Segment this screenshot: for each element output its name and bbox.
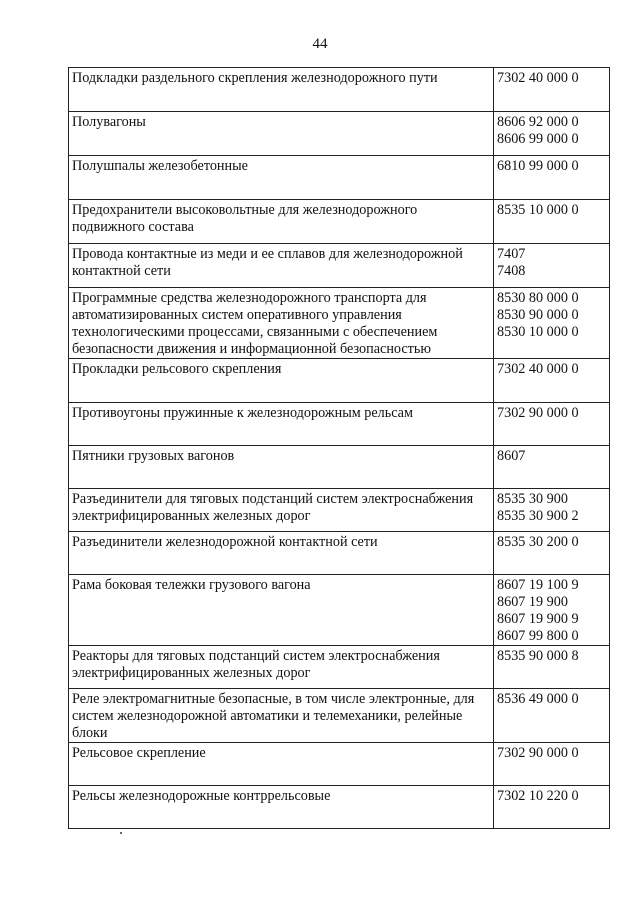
product-name: Реакторы для тяговых подстанций систем электроснабжения электрифицированных железных дорог — [69, 646, 494, 689]
product-name: Рама боковая тележки грузового вагона — [69, 575, 494, 646]
product-name: Программные средства железнодорожного транспорта для автоматизированных систем оперативного управления технологическими процессами, связанными с обеспечением безопасности движения и информационной безопасностью — [69, 288, 494, 359]
table-row — [69, 156, 610, 200]
product-name: Полувагоны — [69, 112, 494, 156]
product-code: 7302 10 220 0 — [494, 786, 610, 829]
table-row — [69, 575, 610, 646]
product-code: 8535 10 000 0 — [494, 200, 610, 244]
product-name: Предохранители высоковольтные для железнодорожного подвижного состава — [69, 200, 494, 244]
product-name: Прокладки рельсового скрепления — [69, 359, 494, 403]
table-row — [69, 244, 610, 288]
product-code: 7302 90 000 0 — [494, 743, 610, 786]
page-number: 44 — [312, 36, 328, 52]
product-code: 8607 19 100 9 8607 19 900 8607 19 900 9 8607 99 800 0 — [494, 575, 610, 646]
table-row — [69, 489, 610, 532]
table-row — [69, 446, 610, 489]
table-row — [69, 200, 610, 244]
product-code: 8607 — [494, 446, 610, 489]
table-row — [69, 689, 610, 743]
table-row — [69, 288, 610, 359]
product-name: Провода контактные из меди и ее сплавов для железнодорожной контактной сети — [69, 244, 494, 288]
table-row — [69, 646, 610, 689]
product-code: 8535 90 000 8 — [494, 646, 610, 689]
product-code: 8535 30 900 8535 30 900 2 — [494, 489, 610, 532]
product-name: Противоугоны пружинные к железнодорожным рельсам — [69, 403, 494, 446]
product-code-table — [68, 67, 610, 829]
product-code: 6810 99 000 0 — [494, 156, 610, 200]
product-name: Рельсовое скрепление — [69, 743, 494, 786]
table-row — [69, 743, 610, 786]
table-row — [69, 403, 610, 446]
product-code: 8530 80 000 0 8530 90 000 0 8530 10 000 0 — [494, 288, 610, 359]
product-code: 8606 92 000 0 8606 99 000 0 — [494, 112, 610, 156]
product-code: 8535 30 200 0 — [494, 532, 610, 575]
table-row — [69, 68, 610, 112]
product-name: Пятники грузовых вагонов — [69, 446, 494, 489]
product-code: 7302 40 000 0 — [494, 68, 610, 112]
product-name: Подкладки раздельного скрепления железнодорожного пути — [69, 68, 494, 112]
product-name: Разъединители для тяговых подстанций систем электроснабжения электрифицированных железных дорог — [69, 489, 494, 532]
table-row — [69, 112, 610, 156]
product-code: 7302 40 000 0 — [494, 359, 610, 403]
scan-speck — [120, 832, 122, 834]
product-name: Реле электромагнитные безопасные, в том числе электронные, для систем железнодорожной автоматики и телемеханики, релейные блоки — [69, 689, 494, 743]
product-code: 8536 49 000 0 — [494, 689, 610, 743]
product-code: 7302 90 000 0 — [494, 403, 610, 446]
product-name: Полушпалы железобетонные — [69, 156, 494, 200]
product-name: Рельсы железнодорожные контррельсовые — [69, 786, 494, 829]
product-name: Разъединители железнодорожной контактной сети — [69, 532, 494, 575]
table-row — [69, 532, 610, 575]
product-code: 7407 7408 — [494, 244, 610, 288]
table-row — [69, 786, 610, 829]
table-row — [69, 359, 610, 403]
